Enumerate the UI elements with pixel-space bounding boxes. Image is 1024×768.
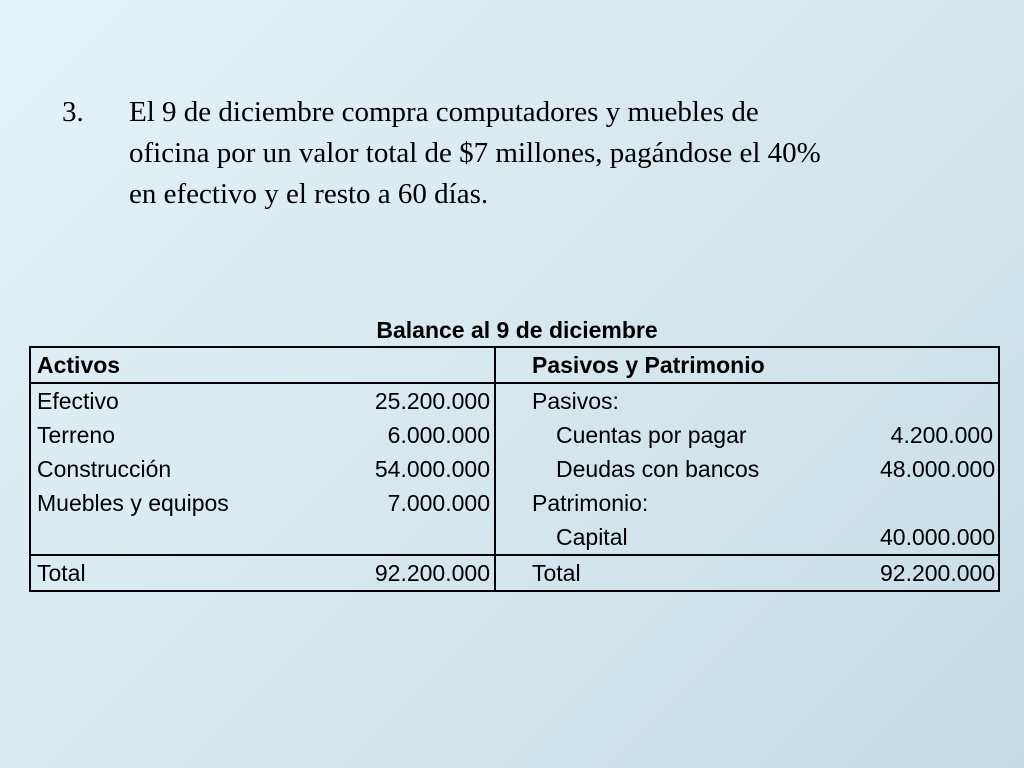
- item-text-line: El 9 de diciembre compra computadores y muebles de: [129, 96, 759, 128]
- liability-value: [876, 383, 999, 418]
- assets-total-label: Total: [30, 555, 311, 591]
- assets-header-value: [311, 347, 495, 383]
- asset-label: Terreno: [37, 422, 115, 448]
- liabilities-total-label: Total: [495, 555, 876, 591]
- item-number: 3.: [62, 96, 84, 128]
- table-header-row: [30, 347, 999, 383]
- asset-value: 7.000.000: [311, 486, 495, 520]
- liability-label: Deudas con bancos: [556, 456, 760, 482]
- liability-label: Capital: [556, 524, 628, 550]
- table-row: [30, 520, 999, 555]
- balance-title: Balance al 9 de diciembre: [376, 317, 658, 343]
- liability-label: Patrimonio:: [532, 490, 649, 516]
- asset-value: 6.000.000: [311, 418, 495, 452]
- table-row: [30, 486, 999, 520]
- liability-label: Pasivos:: [532, 388, 619, 414]
- item-text-line: oficina por un valor total de $7 millones, pagándose el 40%: [129, 137, 821, 169]
- liabilities-header-value: [876, 347, 999, 383]
- asset-label: Efectivo: [37, 388, 119, 414]
- total-row: [30, 555, 999, 591]
- liability-value: 40.000.000: [880, 524, 996, 550]
- asset-value-empty: [311, 520, 495, 555]
- asset-value: 54.000.000: [311, 452, 495, 486]
- item-text: [129, 92, 959, 215]
- liabilities-header: Pasivos y Patrimonio: [495, 347, 876, 383]
- item-text-line: en efectivo y el resto a 60 días.: [129, 178, 489, 210]
- balance-table: [29, 346, 1000, 592]
- asset-label: Construcción: [37, 456, 172, 482]
- assets-header: Activos: [30, 347, 311, 383]
- liability-value: [876, 486, 999, 520]
- asset-label-empty: [30, 520, 311, 555]
- table-row: [30, 383, 999, 418]
- assets-total-value: 92.200.000: [311, 555, 495, 591]
- liability-label: Cuentas por pagar: [556, 422, 747, 448]
- table-row: [30, 452, 999, 486]
- asset-value: 25.200.000: [311, 383, 495, 418]
- asset-label: Muebles y equipos: [37, 490, 229, 516]
- liability-value: 4.200.000: [890, 422, 993, 448]
- liability-value: 48.000.000: [880, 456, 996, 482]
- table-row: [30, 418, 999, 452]
- liabilities-total-value: 92.200.000: [876, 555, 999, 591]
